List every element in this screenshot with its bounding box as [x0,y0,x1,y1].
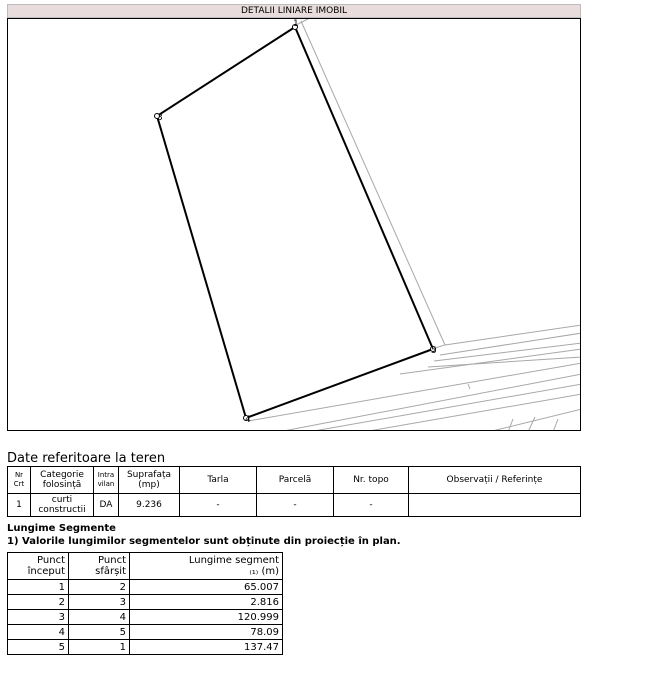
teren-section-title: Date referitoare la teren [7,451,166,466]
segments-title: Lungime Segmente [7,523,116,534]
segment-start: 4 [8,625,69,640]
col-nr-crt: Nr Crt [8,467,31,494]
segment-length: 78.09 [130,625,283,640]
parcel-map [7,18,581,431]
segment-end: 2 [69,580,130,595]
segment-end: 3 [69,595,130,610]
cell-observatii [409,494,581,517]
segment-start: 2 [8,595,69,610]
segments-table [7,552,283,655]
segment-end: 1 [69,640,130,655]
teren-data-row [8,494,581,517]
context-lines [248,19,581,431]
segment-length: 137.47 [130,640,283,655]
cell-nr-topo: - [334,494,409,517]
segment-start: 3 [8,610,69,625]
point-label-3: 3 [157,113,163,123]
cell-suprafata: 9.236 [119,494,180,517]
table-row [8,640,283,655]
col-tarla: Tarla [180,467,257,494]
segment-length: 2.816 [130,595,283,610]
cell-tarla: - [180,494,257,517]
teren-header-row [8,467,581,494]
parcel-outline [157,27,433,418]
vertex-markers [155,25,436,421]
col-suprafata: Suprafața (mp) [119,467,180,494]
segment-end: 4 [69,610,130,625]
cell-categorie: curti constructii [31,494,94,517]
cell-nr: 1 [8,494,31,517]
col-parcela: Parcelă [257,467,334,494]
col-lungime-segment: Lungime segment ₍₁₎ (m) [130,553,283,580]
col-nr-topo: Nr. topo [334,467,409,494]
point-label-4: 4 [245,415,251,425]
segment-length: 120.999 [130,610,283,625]
col-observatii: Observații / Referințe [409,467,581,494]
table-row [8,625,283,640]
segments-note: 1) Valorile lungimilor segmentelor sunt obținute din proiecție în plan. [7,536,401,547]
col-punct-sfarsit: Punct sfârșit [69,553,130,580]
point-label-1: 1 [293,19,299,29]
teren-table [7,466,581,517]
segments-header-row [8,553,283,580]
segment-start: 5 [8,640,69,655]
cell-intravilan: DA [94,494,119,517]
point-label-5: 5 [431,346,437,356]
segment-end: 5 [69,625,130,640]
segment-start: 1 [8,580,69,595]
col-punct-inceput: Punct început [8,553,69,580]
segment-length: 65.007 [130,580,283,595]
col-intravilan: Intra vilan [94,467,119,494]
table-row [8,580,283,595]
parcel-map-drawing [8,19,581,431]
table-row [8,595,283,610]
col-categorie: Categorie folosință [31,467,94,494]
map-header: DETALII LINIARE IMOBIL [7,4,581,18]
table-row [8,610,283,625]
cell-parcela: - [257,494,334,517]
